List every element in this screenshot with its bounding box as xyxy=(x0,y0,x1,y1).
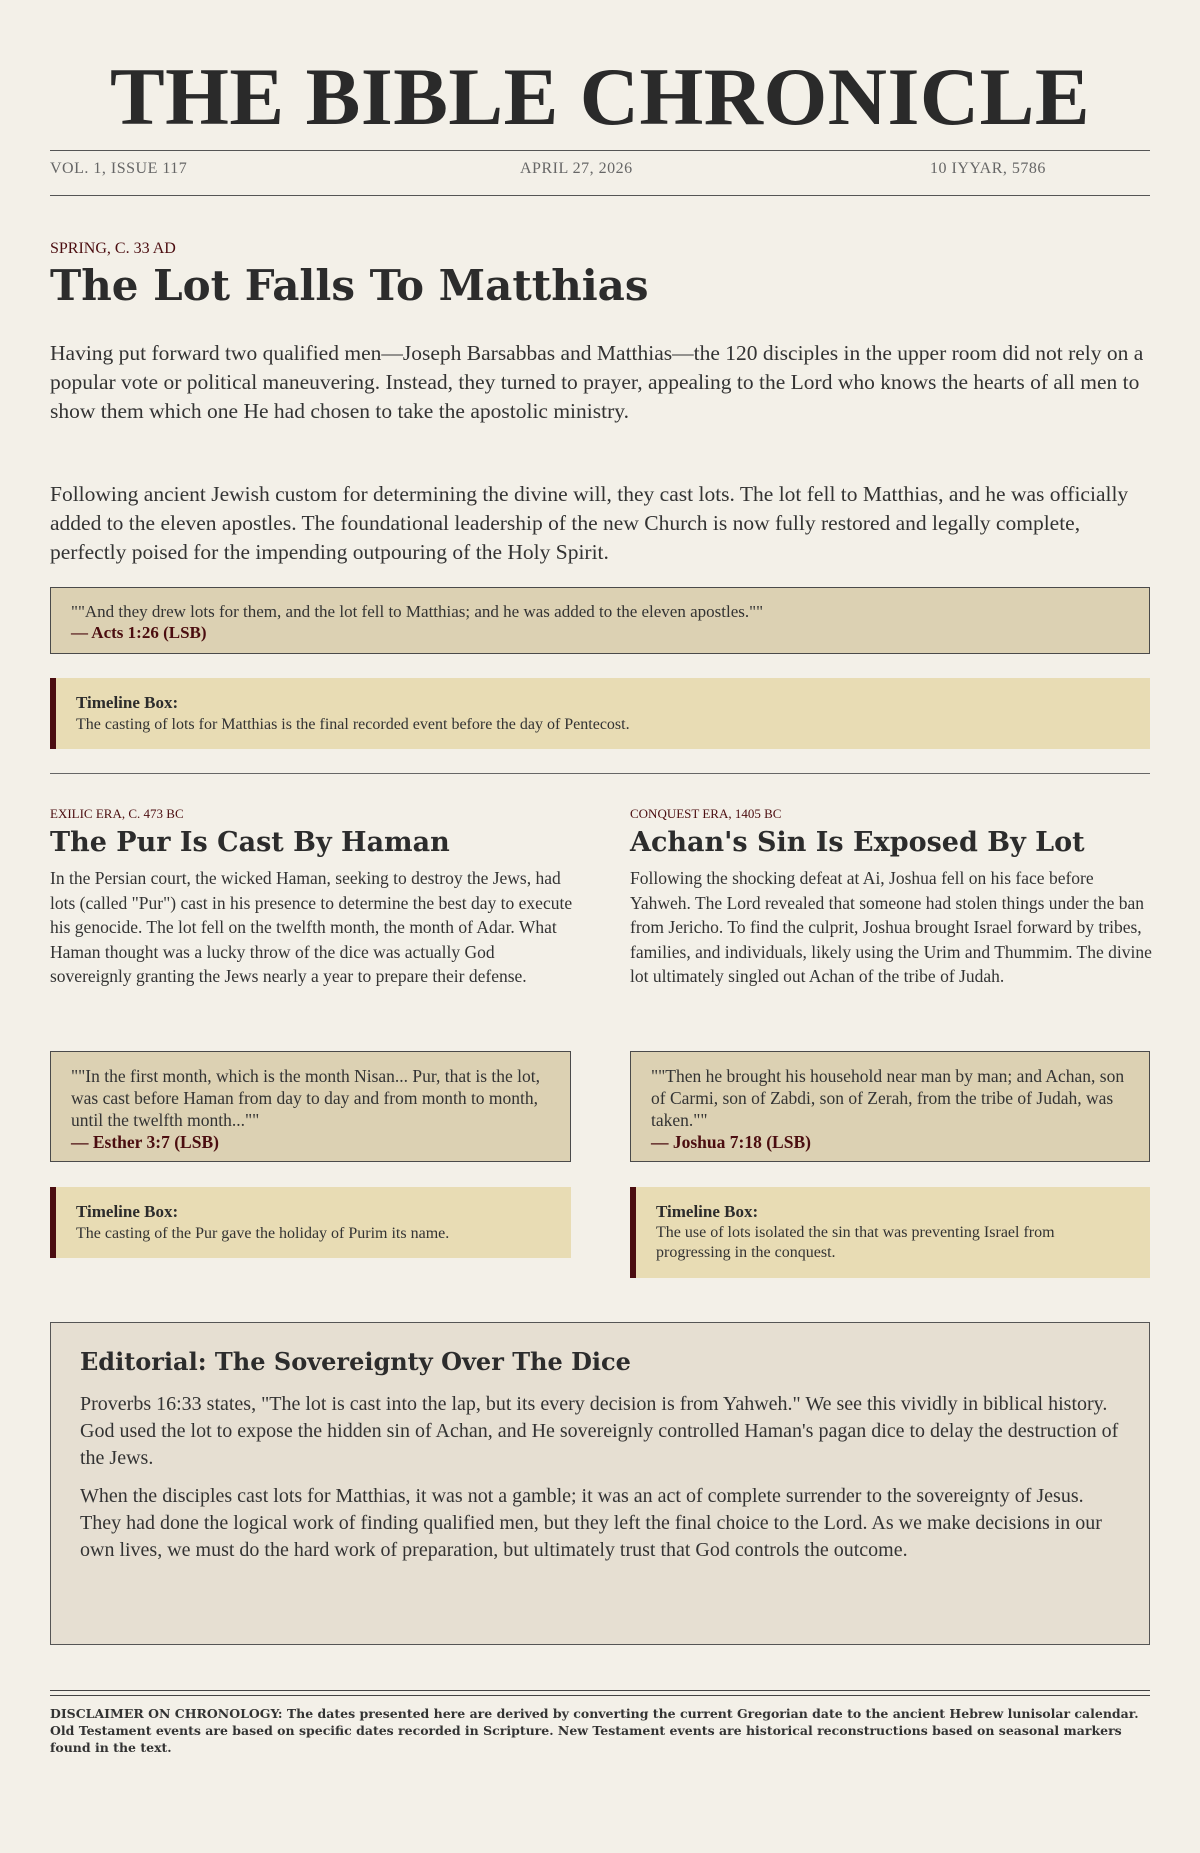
lead-kicker: SPRING, C. 33 AD xyxy=(50,240,176,257)
section-divider xyxy=(50,773,1150,774)
quote-reference: — Joshua 7:18 (LSB) xyxy=(651,1132,811,1152)
quote-text: ""Then he brought his household near man by man; and Achan, son of Carmi, son of Zabdi, son of Zerah, from the tribe of Judah, was taken."" xyxy=(651,1066,1125,1130)
editorial-title: Editorial: The Sovereignty Over The Dice xyxy=(80,1347,631,1376)
lead-scripture-quote xyxy=(50,587,1150,654)
quote-text: ""In the first month, which is the month Nisan... Pur, that is the lot, was cast before Haman from day to day and from month to month, until the twelfth month..."" xyxy=(71,1066,541,1130)
footer-rule-top xyxy=(50,1690,1150,1691)
masthead-bottom-rule xyxy=(50,195,1150,196)
left-scripture-quote xyxy=(50,1051,571,1162)
right-timeline-box xyxy=(630,1187,1150,1278)
chronology-disclaimer: DISCLAIMER ON CHRONOLOGY: The dates presented here are derived by converting the current Gregorian date to the ancient Hebrew lunisolar calendar. Old Testament events are based on specific dates recorded in Scripture. New Testament events are historical reconstructions based on seasonal markers found in the text. xyxy=(50,1706,1139,1755)
left-timeline-box xyxy=(50,1187,571,1258)
quote-reference: — Esther 3:7 (LSB) xyxy=(71,1132,219,1152)
lead-paragraph: Having put forward two qualified men—Joseph Barsabbas and Matthias—the 120 disciples in the upper room did not rely on a popular vote or political maneuvering. Instead, they turned to prayer, appealing to the Lord who knows the hearts of all men to show them which one He had chosen to take the apostolic ministry. xyxy=(50,341,1144,423)
editorial-paragraph: When the disciples cast lots for Matthias, it was not a gamble; it was an act of complete surrender to the sovereignty of Jesus. They had done the logical work of finding qualified men, but they left the final choice to the Lord. As we make decisions in our own lives, we must do the hard work of preparation, but ultimately trust that God controls the outcome. xyxy=(80,1485,1102,1561)
lead-headline: The Lot Falls To Matthias xyxy=(50,261,649,310)
masthead-title: THE BIBLE CHRONICLE xyxy=(109,51,1091,142)
timeline-text: The casting of lots for Matthias is the final recorded event before the day of Pentecost. xyxy=(76,716,630,733)
quote-text: ""And they drew lots for them, and the lot fell to Matthias; and he was added to the eleven apostles."" xyxy=(71,602,764,621)
left-story-headline: The Pur Is Cast By Haman xyxy=(50,827,450,858)
timeline-text: The use of lots isolated the sin that was preventing Israel from progressing in the conquest. xyxy=(656,1224,1055,1261)
issue-date: APRIL 27, 2026 xyxy=(520,160,633,177)
lead-paragraph: Following ancient Jewish custom for determining the divine will, they cast lots. The lot fell to Matthias, and he was officially added to the eleven apostles. The foundational leadership of the new Church is now fully restored and legally complete, perfectly poised for the impending outpouring of the Holy Spirit. xyxy=(50,482,1129,564)
left-story-body: In the Persian court, the wicked Haman, seeking to destroy the Jews, had lots (called "Pur") cast in his presence to determine the best day to execute his genocide. The lot fell on the twelfth month, the month of Adar. What Haman thought was a lucky throw of the dice was actually God sovereignly granting the Jews nearly a year to prepare their defense. xyxy=(50,868,573,986)
timeline-title: Timeline Box: xyxy=(76,693,179,712)
hebrew-date: 10 IYYAR, 5786 xyxy=(930,160,1046,177)
right-story-body: Following the shocking defeat at Ai, Joshua fell on his face before Yahweh. The Lord revealed that someone had stolen things under the ban from Jericho. To find the culprit, Joshua brought Israel forward by tribes, families, and individuals, likely using the Urim and Thummim. The divine lot ultimately singled out Achan of the tribe of Judah. xyxy=(630,868,1152,986)
quote-reference: — Acts 1:26 (LSB) xyxy=(71,623,207,642)
masthead-top-rule xyxy=(50,150,1150,151)
editorial-box xyxy=(50,1322,1150,1645)
issue-volume: VOL. 1, ISSUE 117 xyxy=(50,160,188,177)
footer-rule-bottom xyxy=(50,1695,1150,1696)
left-story-kicker: EXILIC ERA, C. 473 BC xyxy=(50,806,184,821)
right-story-kicker: CONQUEST ERA, 1405 BC xyxy=(630,806,782,821)
lead-timeline-box xyxy=(50,678,1150,749)
right-scripture-quote xyxy=(630,1051,1150,1162)
timeline-text: The casting of the Pur gave the holiday of Purim its name. xyxy=(76,1225,450,1242)
right-story-headline: Achan's Sin Is Exposed By Lot xyxy=(630,827,1085,858)
editorial-paragraph: Proverbs 16:33 states, "The lot is cast into the lap, but its every decision is from Yahweh." We see this vividly in biblical history. God used the lot to expose the hidden sin of Achan, and He sovereignly controlled Haman's pagan dice to delay the destruction of the Jews. xyxy=(80,1393,1119,1469)
timeline-title: Timeline Box: xyxy=(656,1202,759,1221)
timeline-title: Timeline Box: xyxy=(76,1202,179,1221)
